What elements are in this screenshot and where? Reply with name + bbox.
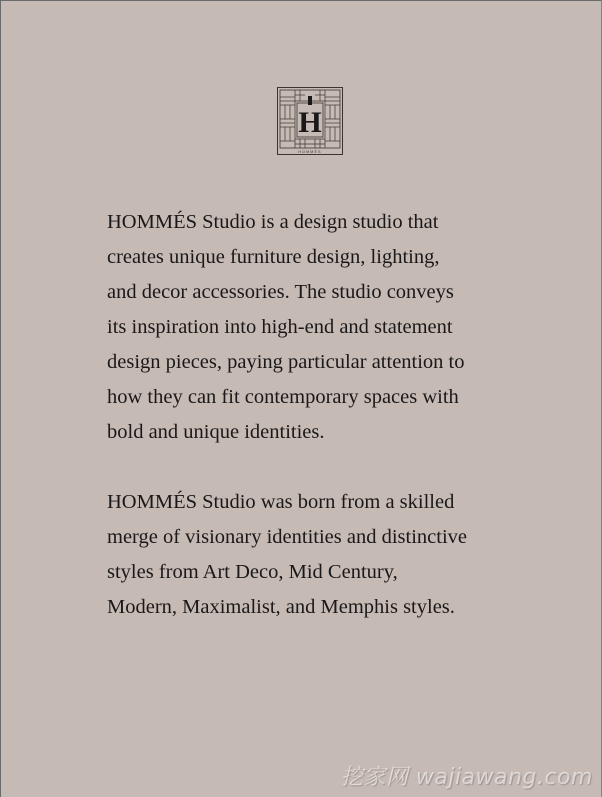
text-line: Modern, Maximalist, and Memphis styles. <box>107 596 455 618</box>
text-line: its inspiration into high-end and statement <box>107 316 453 338</box>
about-paragraph-1 <box>107 205 527 450</box>
text-line: bold and unique identities. <box>107 421 325 443</box>
text-line: merge of visionary identities and distinctive <box>107 526 468 548</box>
text-line: design pieces, paying particular attention to <box>107 351 465 373</box>
text-line: HOMMÉS Studio was born from a skilled <box>107 491 455 513</box>
text-line: styles from Art Deco, Mid Century, <box>107 561 398 583</box>
text-line: creates unique furniture design, lighting, <box>107 246 440 268</box>
watermark: 挖家网 wajiawang.com <box>340 765 593 790</box>
logo-caption: HOMMÉS <box>298 150 322 154</box>
logo-graphic <box>277 87 343 155</box>
text-line: how they can fit contemporary spaces with <box>107 386 459 408</box>
logo-letter: H <box>298 106 322 139</box>
text-line: and decor accessories. The studio conveys <box>107 281 454 303</box>
text-line: HOMMÉS Studio is a design studio that <box>107 211 439 233</box>
hommes-monogram-icon <box>277 87 343 155</box>
about-paragraph-2 <box>107 485 527 625</box>
about-text <box>107 205 527 625</box>
